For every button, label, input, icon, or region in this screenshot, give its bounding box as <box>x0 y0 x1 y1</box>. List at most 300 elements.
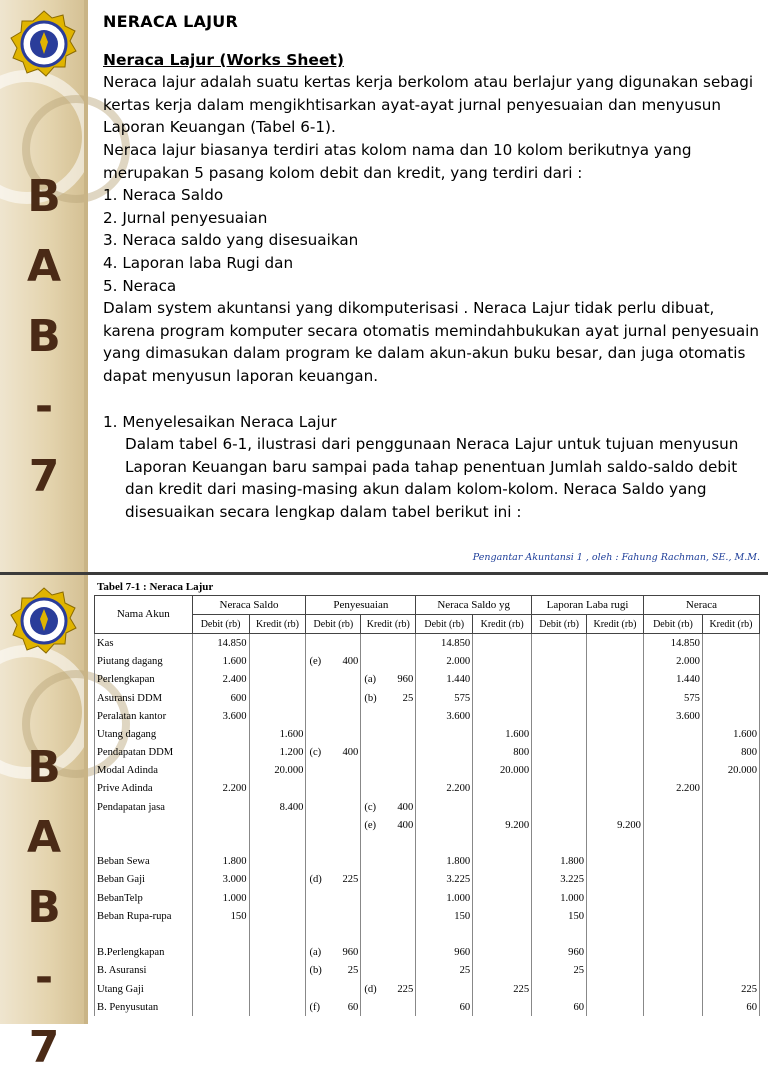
chapter-letter: A <box>26 812 62 863</box>
cell-neraca-saldo-debit: 600 <box>192 689 249 707</box>
cell-adjustment-debit <box>320 798 361 816</box>
cell-balance-debit: 575 <box>643 689 702 707</box>
table-row <box>95 816 760 834</box>
table-row <box>95 980 760 998</box>
section-subtitle: Neraca Lajur (Works Sheet) <box>103 50 344 69</box>
cell-neraca-saldo-kredit <box>249 707 306 725</box>
cell-neraca-saldo-debit: 2.400 <box>192 671 249 689</box>
cell-account-name: Modal Adinda <box>95 762 193 780</box>
cell-income-debit <box>532 925 587 943</box>
cell-account-name <box>95 925 193 943</box>
cell-neraca-saldo-debit: 1.000 <box>192 889 249 907</box>
cell-adjustment-debit-ref <box>306 834 320 852</box>
cell-adjusted-debit: 3.225 <box>416 871 473 889</box>
cell-account-name: Utang Gaji <box>95 980 193 998</box>
cell-adjusted-debit: 25 <box>416 962 473 980</box>
table-row <box>95 762 760 780</box>
cell-account-name: Kas <box>95 634 193 653</box>
cell-adjustment-kredit <box>375 634 416 653</box>
paragraph: Dalam system akuntansi yang dikomputerisasi . Neraca Lajur tidak perlu dibuat, karena program komputer secara otomatis memindahbukukan ayat jurnal penyesuain yang dimasukan dalam program ke dalam akun-akun buku besar, dan juga otomatis dapat menyusun laporan keuangan. <box>103 299 760 385</box>
cell-adjusted-kredit <box>473 889 532 907</box>
cell-income-debit <box>532 671 587 689</box>
cell-adjustment-debit <box>320 925 361 943</box>
cell-income-debit: 1.000 <box>532 889 587 907</box>
cell-adjustment-debit <box>320 689 361 707</box>
cell-adjusted-debit: 575 <box>416 689 473 707</box>
chapter-letters <box>0 733 88 1083</box>
column-header-kredit: Kredit (rb) <box>249 615 306 634</box>
cell-income-kredit: 9.200 <box>587 816 644 834</box>
cell-income-debit: 1.800 <box>532 853 587 871</box>
cell-neraca-saldo-debit <box>192 962 249 980</box>
column-header-debit: Debit (rb) <box>532 615 587 634</box>
cell-account-name <box>95 816 193 834</box>
cell-neraca-saldo-kredit <box>249 998 306 1016</box>
slide-1-content <box>103 0 760 523</box>
table-row <box>95 871 760 889</box>
cell-adjustment-debit-ref <box>306 925 320 943</box>
section-text: Dalam tabel 6-1, ilustrasi dari penggunaan Neraca Lajur untuk tujuan menyusun Laporan Keuangan baru sampai pada tahap penentuan Jumlah saldo-saldo debit dan kredit dari masing-masing akun dalam kolom-kolom. Neraca Saldo yang disesuaikan secara lengkap dalam tabel berikut ini : <box>125 435 739 521</box>
cell-balance-debit <box>643 853 702 871</box>
cell-neraca-saldo-kredit: 8.400 <box>249 798 306 816</box>
cell-adjusted-kredit <box>473 998 532 1016</box>
cell-adjustment-kredit-ref: (e) <box>361 816 375 834</box>
cell-adjusted-kredit <box>473 780 532 798</box>
table-row <box>95 834 760 852</box>
worksheet-table <box>94 595 760 1016</box>
cell-adjustment-kredit <box>375 962 416 980</box>
cell-balance-kredit: 60 <box>702 998 759 1016</box>
cell-neraca-saldo-kredit <box>249 834 306 852</box>
column-header-debit: Debit (rb) <box>192 615 249 634</box>
cell-adjustment-debit <box>320 853 361 871</box>
cell-neraca-saldo-kredit <box>249 871 306 889</box>
page-title: NERACA LAJUR <box>103 12 238 31</box>
cell-neraca-saldo-debit: 1.600 <box>192 653 249 671</box>
cell-balance-kredit: 20.000 <box>702 762 759 780</box>
cell-adjustment-debit-ref: (c) <box>306 744 320 762</box>
column-group-header: Neraca <box>643 596 759 615</box>
cell-adjustment-debit: 400 <box>320 653 361 671</box>
column-header-debit: Debit (rb) <box>306 615 361 634</box>
cell-adjusted-kredit: 225 <box>473 980 532 998</box>
cell-adjusted-kredit <box>473 798 532 816</box>
chapter-letter: A <box>26 241 62 292</box>
cell-balance-kredit <box>702 834 759 852</box>
table-row <box>95 671 760 689</box>
cell-income-kredit <box>587 853 644 871</box>
cell-adjustment-debit-ref: (e) <box>306 653 320 671</box>
cell-adjustment-kredit <box>375 744 416 762</box>
cell-adjustment-debit <box>320 671 361 689</box>
table-row <box>95 653 760 671</box>
cell-adjustment-kredit: 25 <box>375 689 416 707</box>
cell-neraca-saldo-kredit <box>249 634 306 653</box>
cell-income-kredit <box>587 744 644 762</box>
cell-adjusted-kredit <box>473 853 532 871</box>
cell-adjusted-debit <box>416 762 473 780</box>
cell-neraca-saldo-kredit <box>249 853 306 871</box>
cell-neraca-saldo-kredit <box>249 689 306 707</box>
cell-account-name: Prive Adinda <box>95 780 193 798</box>
cell-neraca-saldo-debit: 3.000 <box>192 871 249 889</box>
table-row <box>95 853 760 871</box>
cell-adjustment-kredit <box>375 907 416 925</box>
cell-income-debit <box>532 980 587 998</box>
sidebar <box>0 0 88 572</box>
cell-balance-debit <box>643 925 702 943</box>
cell-balance-kredit <box>702 780 759 798</box>
cell-adjustment-debit-ref <box>306 780 320 798</box>
cell-income-debit <box>532 762 587 780</box>
cell-adjustment-kredit-ref <box>361 834 375 852</box>
cell-adjusted-debit: 150 <box>416 907 473 925</box>
list-item: 5. Neraca <box>103 276 177 295</box>
cell-adjustment-debit-ref <box>306 762 320 780</box>
table-row <box>95 725 760 743</box>
cell-adjusted-debit <box>416 980 473 998</box>
cell-adjustment-debit-ref <box>306 853 320 871</box>
cell-balance-debit <box>643 998 702 1016</box>
cell-adjustment-debit: 400 <box>320 744 361 762</box>
table-row <box>95 925 760 943</box>
cell-adjusted-kredit: 800 <box>473 744 532 762</box>
cell-balance-kredit <box>702 907 759 925</box>
cell-account-name: Perlengkapan <box>95 671 193 689</box>
table-row <box>95 962 760 980</box>
cell-neraca-saldo-debit <box>192 725 249 743</box>
cell-adjusted-debit <box>416 925 473 943</box>
cell-adjustment-kredit: 225 <box>375 980 416 998</box>
cell-account-name: Asuransi DDM <box>95 689 193 707</box>
cell-neraca-saldo-debit: 150 <box>192 907 249 925</box>
table-row <box>95 944 760 962</box>
cell-adjusted-kredit <box>473 944 532 962</box>
cell-adjusted-kredit <box>473 634 532 653</box>
cell-adjustment-kredit-ref <box>361 707 375 725</box>
table-row <box>95 780 760 798</box>
cell-account-name: Utang dagang <box>95 725 193 743</box>
cell-income-debit <box>532 834 587 852</box>
cell-balance-kredit <box>702 798 759 816</box>
cell-adjustment-debit-ref <box>306 889 320 907</box>
cell-adjustment-kredit-ref <box>361 725 375 743</box>
cell-account-name: Beban Sewa <box>95 853 193 871</box>
cell-neraca-saldo-kredit <box>249 653 306 671</box>
cell-balance-debit <box>643 980 702 998</box>
cell-adjustment-debit-ref: (d) <box>306 871 320 889</box>
cell-account-name: Beban Gaji <box>95 871 193 889</box>
column-group-header: Neraca Saldo <box>192 596 306 615</box>
cell-adjustment-kredit-ref <box>361 634 375 653</box>
cell-balance-debit <box>643 871 702 889</box>
cell-balance-kredit <box>702 889 759 907</box>
table-row <box>95 889 760 907</box>
cell-income-kredit <box>587 925 644 943</box>
cell-income-debit <box>532 725 587 743</box>
cell-adjustment-debit <box>320 762 361 780</box>
column-header-kredit: Kredit (rb) <box>587 615 644 634</box>
cell-adjusted-kredit <box>473 707 532 725</box>
cell-adjustment-kredit <box>375 853 416 871</box>
cell-adjustment-kredit-ref <box>361 944 375 962</box>
cell-income-kredit <box>587 707 644 725</box>
cell-neraca-saldo-debit <box>192 762 249 780</box>
cell-balance-kredit <box>702 816 759 834</box>
cell-balance-kredit <box>702 925 759 943</box>
cell-income-kredit <box>587 780 644 798</box>
cell-neraca-saldo-kredit <box>249 816 306 834</box>
column-group-header: Penyesuaian <box>306 596 416 615</box>
paragraph: Neraca lajur adalah suatu kertas kerja berkolom atau berlajur yang digunakan sebagi kertas kerja dalam mengikhtisarkan ayat-ayat jurnal penyesuaian dan menyusun Laporan Keuangan (Tabel 6-1). <box>103 73 754 137</box>
chapter-letter: 7 <box>28 1022 60 1073</box>
cell-balance-debit: 14.850 <box>643 634 702 653</box>
cell-balance-kredit <box>702 853 759 871</box>
cell-adjustment-debit-ref: (f) <box>306 998 320 1016</box>
cell-neraca-saldo-kredit: 20.000 <box>249 762 306 780</box>
table-row <box>95 744 760 762</box>
cell-adjusted-debit: 2.200 <box>416 780 473 798</box>
column-header-account: Nama Akun <box>95 596 193 634</box>
cell-adjustment-kredit-ref <box>361 653 375 671</box>
cell-adjustment-debit <box>320 834 361 852</box>
cell-balance-kredit <box>702 962 759 980</box>
cell-balance-kredit <box>702 653 759 671</box>
cell-adjustment-kredit-ref <box>361 962 375 980</box>
list-item: 1. Neraca Saldo <box>103 186 224 205</box>
cell-adjusted-kredit: 20.000 <box>473 762 532 780</box>
cell-adjustment-kredit <box>375 653 416 671</box>
cell-account-name: B. Penyusutan <box>95 998 193 1016</box>
cell-income-debit <box>532 689 587 707</box>
cell-adjusted-debit <box>416 816 473 834</box>
cell-account-name: Pendapatan DDM <box>95 744 193 762</box>
cell-balance-debit <box>643 816 702 834</box>
cell-account-name: BebanTelp <box>95 889 193 907</box>
cell-income-kredit <box>587 798 644 816</box>
cell-balance-kredit <box>702 689 759 707</box>
chapter-letter: - <box>34 381 54 432</box>
cell-income-debit <box>532 634 587 653</box>
cell-adjustment-debit: 225 <box>320 871 361 889</box>
cell-adjustment-kredit-ref <box>361 998 375 1016</box>
cell-adjustment-kredit <box>375 725 416 743</box>
cell-adjustment-debit-ref <box>306 671 320 689</box>
cell-adjusted-debit: 960 <box>416 944 473 962</box>
cell-balance-debit: 3.600 <box>643 707 702 725</box>
cell-balance-kredit <box>702 671 759 689</box>
cell-income-debit: 25 <box>532 962 587 980</box>
chapter-letter: B <box>27 882 61 933</box>
cell-adjustment-debit <box>320 889 361 907</box>
cell-neraca-saldo-kredit <box>249 671 306 689</box>
cell-adjustment-kredit-ref <box>361 853 375 871</box>
cell-adjustment-kredit: 400 <box>375 798 416 816</box>
cell-neraca-saldo-debit <box>192 998 249 1016</box>
cell-neraca-saldo-debit: 14.850 <box>192 634 249 653</box>
cell-adjusted-kredit <box>473 689 532 707</box>
cell-income-debit: 150 <box>532 907 587 925</box>
cell-adjustment-debit: 60 <box>320 998 361 1016</box>
list-item: 4. Laporan laba Rugi dan <box>103 253 294 272</box>
cell-adjustment-kredit: 960 <box>375 671 416 689</box>
cell-adjusted-debit: 1.800 <box>416 853 473 871</box>
cell-adjusted-debit: 2.000 <box>416 653 473 671</box>
cell-adjustment-debit-ref: (b) <box>306 962 320 980</box>
cell-adjusted-kredit <box>473 834 532 852</box>
cell-neraca-saldo-debit: 1.800 <box>192 853 249 871</box>
cell-income-kredit <box>587 689 644 707</box>
cell-adjustment-debit <box>320 780 361 798</box>
cell-neraca-saldo-debit <box>192 798 249 816</box>
cell-income-kredit <box>587 889 644 907</box>
cell-adjustment-debit-ref <box>306 980 320 998</box>
university-logo-icon <box>10 10 78 78</box>
column-header-kredit: Kredit (rb) <box>473 615 532 634</box>
cell-neraca-saldo-kredit: 1.200 <box>249 744 306 762</box>
cell-balance-debit <box>643 907 702 925</box>
cell-adjusted-debit: 60 <box>416 998 473 1016</box>
table-row <box>95 907 760 925</box>
cell-income-debit <box>532 816 587 834</box>
cell-adjustment-kredit <box>375 871 416 889</box>
cell-income-kredit <box>587 671 644 689</box>
cell-adjusted-kredit <box>473 962 532 980</box>
cell-adjustment-debit <box>320 725 361 743</box>
cell-adjustment-debit-ref <box>306 907 320 925</box>
column-header-kredit: Kredit (rb) <box>702 615 759 634</box>
cell-adjustment-kredit <box>375 707 416 725</box>
cell-neraca-saldo-debit <box>192 925 249 943</box>
cell-neraca-saldo-kredit <box>249 980 306 998</box>
cell-adjustment-kredit-ref <box>361 925 375 943</box>
cell-balance-debit: 2.000 <box>643 653 702 671</box>
cell-neraca-saldo-kredit <box>249 780 306 798</box>
cell-balance-kredit <box>702 871 759 889</box>
cell-adjustment-kredit <box>375 889 416 907</box>
cell-balance-debit <box>643 725 702 743</box>
cell-balance-debit <box>643 834 702 852</box>
cell-neraca-saldo-debit <box>192 834 249 852</box>
cell-adjustment-debit-ref <box>306 798 320 816</box>
cell-income-kredit <box>587 834 644 852</box>
cell-adjusted-debit: 3.600 <box>416 707 473 725</box>
cell-adjustment-kredit-ref <box>361 780 375 798</box>
slide-2 <box>0 575 768 1073</box>
column-header-kredit: Kredit (rb) <box>361 615 416 634</box>
cell-adjusted-kredit: 1.600 <box>473 725 532 743</box>
chapter-letters <box>0 162 88 512</box>
cell-balance-debit <box>643 962 702 980</box>
cell-adjusted-kredit <box>473 907 532 925</box>
footer-caption: Pengantar Akuntansi 1 , oleh : Fahung Rachman, SE., M.M. <box>472 552 760 563</box>
cell-adjustment-kredit-ref <box>361 871 375 889</box>
section-heading: 1. Menyelesaikan Neraca Lajur <box>103 412 337 431</box>
cell-balance-debit: 2.200 <box>643 780 702 798</box>
cell-income-kredit <box>587 634 644 653</box>
column-header-debit: Debit (rb) <box>416 615 473 634</box>
cell-adjustment-kredit-ref: (a) <box>361 671 375 689</box>
table-row <box>95 689 760 707</box>
cell-balance-debit <box>643 744 702 762</box>
cell-adjustment-kredit <box>375 925 416 943</box>
cell-adjusted-kredit <box>473 671 532 689</box>
chapter-letter: B <box>27 742 61 793</box>
cell-adjustment-debit: 25 <box>320 962 361 980</box>
cell-adjustment-kredit-ref: (c) <box>361 798 375 816</box>
cell-neraca-saldo-debit <box>192 816 249 834</box>
cell-account-name: Beban Rupa-rupa <box>95 907 193 925</box>
paragraph: Neraca lajur biasanya terdiri atas kolom nama dan 10 kolom berikutnya yang merupakan 5 pasang kolom debit dan kredit, yang terdiri dari : <box>103 140 692 182</box>
chapter-letter: B <box>27 171 61 222</box>
cell-income-kredit <box>587 980 644 998</box>
table-body <box>95 634 760 1016</box>
cell-income-kredit <box>587 944 644 962</box>
cell-account-name <box>95 834 193 852</box>
cell-income-debit: 60 <box>532 998 587 1016</box>
list-item: 3. Neraca saldo yang disesuaikan <box>103 231 359 250</box>
cell-neraca-saldo-debit: 2.200 <box>192 780 249 798</box>
cell-adjustment-debit <box>320 980 361 998</box>
cell-balance-debit <box>643 798 702 816</box>
list-item: 2. Jurnal penyesuaian <box>103 208 268 227</box>
cell-neraca-saldo-kredit: 1.600 <box>249 725 306 743</box>
cell-income-kredit <box>587 962 644 980</box>
cell-adjustment-debit-ref <box>306 725 320 743</box>
cell-adjustment-debit <box>320 907 361 925</box>
cell-income-kredit <box>587 998 644 1016</box>
cell-adjustment-kredit-ref: (d) <box>361 980 375 998</box>
cell-adjusted-kredit <box>473 925 532 943</box>
cell-income-kredit <box>587 871 644 889</box>
cell-balance-debit: 1.440 <box>643 671 702 689</box>
column-header-debit: Debit (rb) <box>643 615 702 634</box>
cell-balance-debit <box>643 762 702 780</box>
cell-neraca-saldo-kredit <box>249 925 306 943</box>
sidebar <box>0 575 88 1073</box>
cell-account-name: B. Asuransi <box>95 962 193 980</box>
table-row <box>95 998 760 1016</box>
cell-adjustment-kredit <box>375 944 416 962</box>
cell-adjustment-debit-ref <box>306 689 320 707</box>
cell-income-debit <box>532 744 587 762</box>
cell-balance-kredit: 800 <box>702 744 759 762</box>
cell-adjustment-kredit <box>375 834 416 852</box>
cell-balance-debit <box>643 889 702 907</box>
cell-adjustment-kredit: 400 <box>375 816 416 834</box>
cell-adjusted-debit: 1.000 <box>416 889 473 907</box>
cell-balance-kredit <box>702 634 759 653</box>
cell-neraca-saldo-debit <box>192 980 249 998</box>
cell-adjustment-debit <box>320 634 361 653</box>
cell-income-debit <box>532 653 587 671</box>
cell-adjustment-kredit-ref <box>361 762 375 780</box>
cell-adjustment-kredit <box>375 780 416 798</box>
table-row <box>95 634 760 653</box>
cell-adjustment-kredit <box>375 762 416 780</box>
chapter-letter: - <box>34 952 54 1003</box>
table-title: Tabel 7-1 : Neraca Lajur <box>97 581 214 593</box>
column-group-header: Laporan Laba rugi <box>532 596 644 615</box>
cell-account-name: Piutang dagang <box>95 653 193 671</box>
cell-adjusted-debit: 1.440 <box>416 671 473 689</box>
cell-adjustment-kredit-ref: (b) <box>361 689 375 707</box>
cell-adjusted-kredit <box>473 871 532 889</box>
cell-adjustment-kredit-ref <box>361 889 375 907</box>
cell-neraca-saldo-kredit <box>249 944 306 962</box>
cell-neraca-saldo-kredit <box>249 907 306 925</box>
cell-income-kredit <box>587 762 644 780</box>
